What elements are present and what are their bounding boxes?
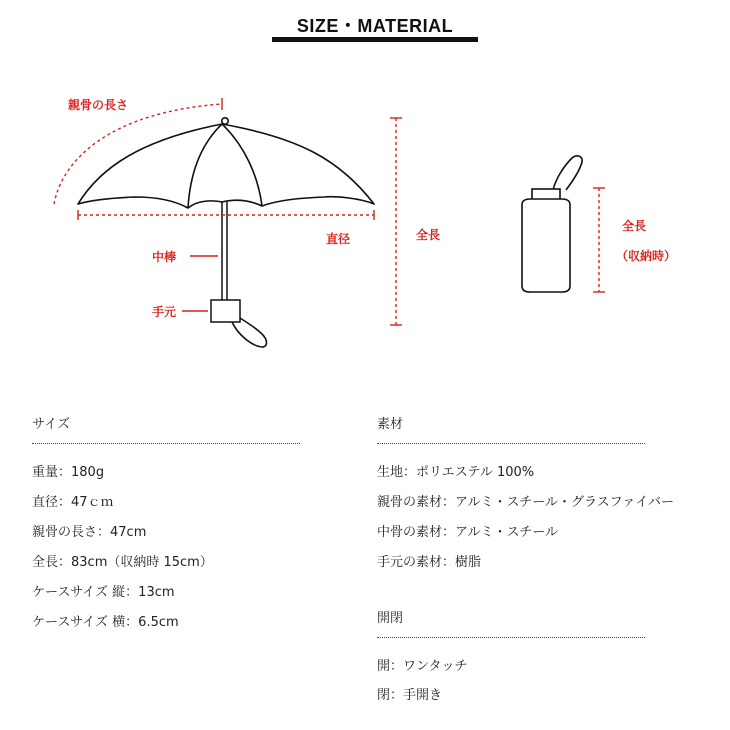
material-row-middle-rib: 中骨の素材：アルミ・スチール (377, 525, 558, 540)
folded-note-label: （収納時） (616, 249, 677, 263)
opening-row-open: 開：ワンタッチ (377, 659, 468, 674)
handle-icon (211, 300, 240, 322)
diameter-label: 直径 (326, 232, 351, 246)
folded-length-label: 全長 (622, 219, 647, 233)
total-length-label: 全長 (416, 228, 441, 242)
page-title: SIZE・MATERIAL (296, 16, 454, 36)
size-row-case-width: ケースサイズ 横：6.5cm (32, 615, 179, 630)
handle-label: 手元 (152, 305, 177, 319)
folded-body (522, 199, 570, 292)
size-row-diameter: 直径：47ｃｍ (32, 495, 114, 510)
canopy-outline (78, 124, 374, 208)
size-row-case-height: ケースサイズ 縦：13cm (32, 585, 175, 600)
rib-length-label: 親骨の長さ (68, 98, 129, 112)
size-row-total-length: 全長：83cm（収納時 15cm） (32, 555, 213, 570)
material-row-main-rib: 親骨の素材：アルミ・スチール・グラスファイバー (377, 495, 675, 510)
canopy-panel-right (222, 124, 262, 206)
open-umbrella-icon (78, 118, 374, 208)
opening-divider (377, 637, 645, 638)
material-heading: 素材 (377, 417, 404, 432)
canopy-tip (222, 118, 228, 124)
size-row-rib-length: 親骨の長さ：47cm (32, 525, 147, 540)
material-row-fabric: 生地：ポリエステル 100% (377, 465, 535, 480)
canopy-panel-left (188, 124, 222, 208)
shaft-label: 中棒 (152, 250, 177, 264)
rib-length-arc (54, 104, 222, 204)
folded-umbrella-icon (522, 156, 582, 292)
shaft-icon (222, 202, 227, 300)
opening-heading: 開閉 (377, 611, 404, 626)
material-row-handle: 手元の素材：樹脂 (377, 555, 482, 570)
material-divider (377, 443, 645, 444)
size-divider (32, 443, 300, 444)
dimension-lines (54, 104, 599, 325)
size-row-weight: 重量：180g (32, 465, 105, 480)
folded-strap (553, 156, 582, 190)
opening-row-close: 閉：手開き (377, 688, 443, 703)
size-heading: サイズ (32, 417, 70, 432)
